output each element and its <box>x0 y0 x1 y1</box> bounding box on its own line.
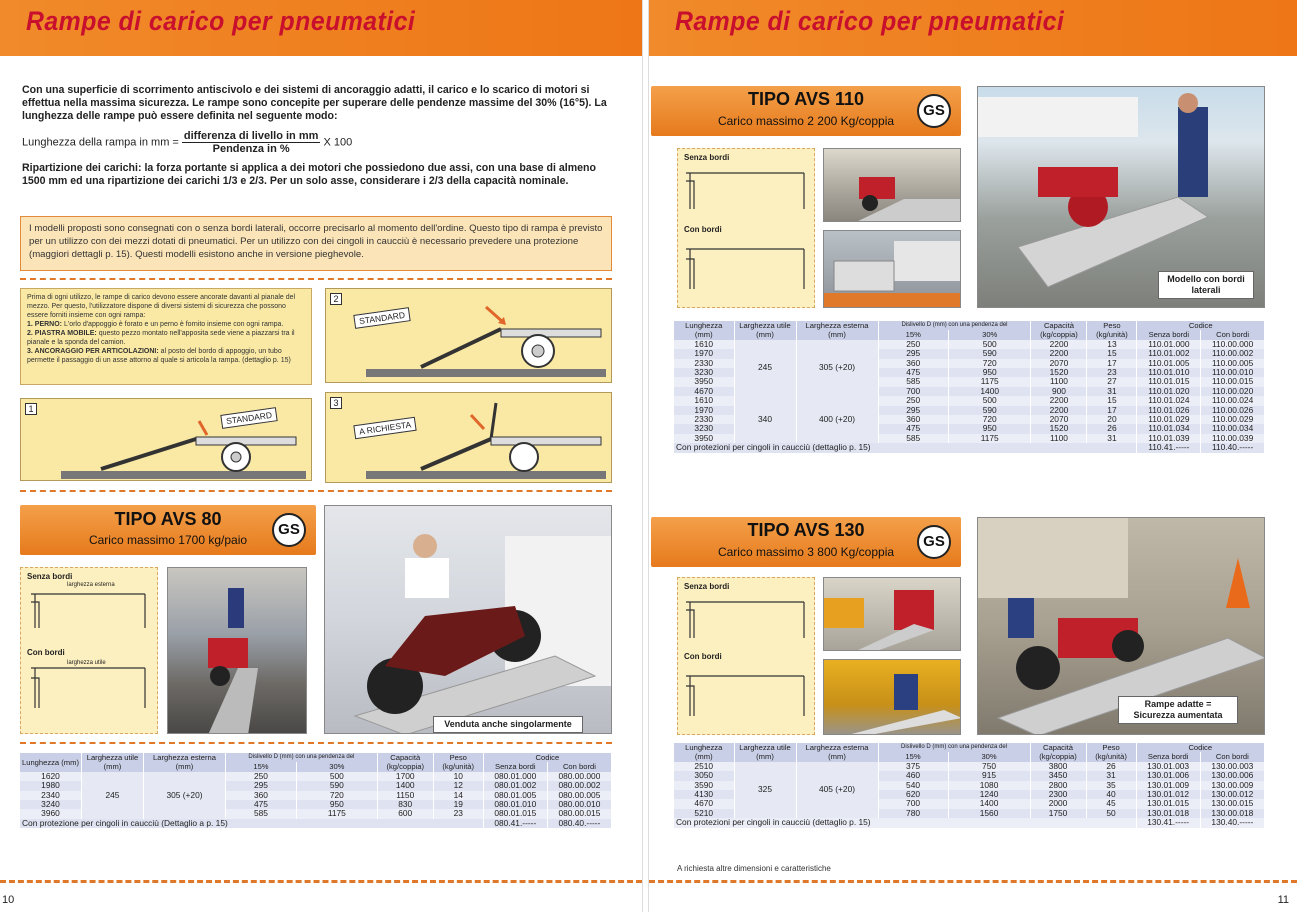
drop-15-cell: 295 <box>225 781 296 790</box>
length-cell: 3050 <box>674 771 734 780</box>
weight-cell: 23 <box>1087 368 1137 377</box>
length-cell: 4670 <box>674 387 734 396</box>
col-header: Peso (kg/unità) <box>433 753 483 772</box>
figure-tag: STANDARD <box>353 307 411 329</box>
drop-30-cell: 950 <box>296 800 377 809</box>
drop-15-cell: 250 <box>878 396 948 405</box>
left-header-bar <box>0 0 642 56</box>
col-subheader: 15% <box>878 752 948 761</box>
code-senza-cell: 110.01.039 <box>1137 434 1201 443</box>
length-cell: 1970 <box>674 406 734 415</box>
code-con-cell: 130.00.006 <box>1200 771 1264 780</box>
avs130-title: TIPO AVS 130 <box>747 520 865 540</box>
col-header: Dislivello D (mm) con una pendenza del <box>225 753 377 762</box>
weight-cell: 35 <box>1086 781 1136 790</box>
code-senza-cell: 110.01.002 <box>1137 349 1201 358</box>
right-page <box>649 0 1297 912</box>
external-width-cell: 305 (+20) <box>143 772 225 819</box>
footer-code: 080.41.----- <box>483 819 547 828</box>
col-subheader: 30% <box>948 752 1030 761</box>
capacity-cell: 900 <box>1031 387 1087 396</box>
capacity-cell: 1750 <box>1030 809 1086 818</box>
code-con-cell: 130.00.015 <box>1200 799 1264 808</box>
ramps-on-car-photo <box>823 230 961 308</box>
drop-15-cell: 540 <box>878 781 948 790</box>
length-cell: 1610 <box>674 340 734 349</box>
length-cell: 4670 <box>674 799 734 808</box>
code-senza-cell: 110.01.005 <box>1137 359 1201 368</box>
photo-caption: Rampe adatte = Sicurezza aumentata <box>1118 696 1238 724</box>
footer-code: 130.41.----- <box>1136 818 1200 827</box>
code-senza-cell: 130.01.009 <box>1136 781 1200 790</box>
code-con-cell: 110.00.024 <box>1201 396 1265 405</box>
code-senza-cell: 080.01.015 <box>483 809 547 818</box>
code-con-cell: 080.00.010 <box>547 800 611 809</box>
figure-1 <box>20 398 312 481</box>
drop-30-cell: 1560 <box>948 809 1030 818</box>
truck-ramp-photo <box>823 659 961 735</box>
tiller-ramp-photo <box>977 86 1265 308</box>
weight-cell: 31 <box>1087 434 1137 443</box>
weight-cell: 20 <box>1087 415 1137 424</box>
weight-cell: 31 <box>1087 387 1137 396</box>
col-header: Larghezza esterna (mm) <box>143 753 225 772</box>
right-header-bar <box>649 0 1297 56</box>
col-header: Peso (kg/unità) <box>1086 743 1136 762</box>
formula-denominator: Pendenza in % <box>212 143 290 155</box>
weight-cell: 26 <box>1086 762 1136 771</box>
col-header: Lunghezza (mm) <box>674 321 734 340</box>
load-distribution-text: Ripartizione dei carichi: la forza portante si applica a dei motori che possiedono due assi, con una base di almeno 1500 mm ed una ripartizione dei carichi 1/3 e 2/3. Per un solo asse, considerare i 2/3 della capacità nominale. <box>22 162 596 187</box>
col-subheader: Con bordi <box>547 762 611 771</box>
code-senza-cell: 080.01.005 <box>483 791 547 800</box>
useful-width-cell: 245 <box>734 340 796 396</box>
drop-30-cell: 500 <box>296 772 377 781</box>
weight-cell: 40 <box>1086 790 1136 799</box>
length-cell: 1610 <box>674 396 734 405</box>
code-con-cell: 130.00.003 <box>1200 762 1264 771</box>
figure-tag: A RICHIESTA <box>353 417 417 440</box>
code-con-cell: 080.00.000 <box>547 772 611 781</box>
col-header: Peso (kg/unità) <box>1087 321 1137 340</box>
drop-15-cell: 295 <box>878 349 948 358</box>
avs80-dimension-drawing <box>20 567 158 734</box>
avs110-title: TIPO AVS 110 <box>747 89 865 109</box>
avs80-table <box>20 753 612 828</box>
footer-code: 080.40.----- <box>547 819 611 828</box>
footer-code: 110.41.----- <box>1137 443 1201 452</box>
weight-cell: 15 <box>1087 349 1137 358</box>
code-con-cell: 110.00.026 <box>1201 406 1265 415</box>
avs130-table <box>674 743 1265 828</box>
table-footer-row <box>674 443 1265 452</box>
order-note-box: I modelli proposti sono consegnati con o senza bordi laterali, occorre precisarlo al momento dell'ordine. Questo tipo di rampa è previsto per un utilizzo con dei mezzi dotati di pneumatici. Per un utilizzo con dei cingoli in caucciù è necessario prevedere una protezione (maggiori dettagli p. 15). Questi modelli esistono anche in versione pieghevole. <box>20 216 612 271</box>
drop-30-cell: 720 <box>296 791 377 800</box>
drop-15-cell: 295 <box>878 406 948 415</box>
col-header: Lunghezza (mm) <box>20 753 81 772</box>
weight-cell: 14 <box>433 791 483 800</box>
capacity-cell: 830 <box>377 800 433 809</box>
col-subheader: 30% <box>296 762 377 771</box>
external-width-cell: 400 (+20) <box>796 396 878 443</box>
length-cell: 2330 <box>674 415 734 424</box>
instruction-item-2: 2. PIASTRA MOBILE: questo pezzo montato nell'apposita sede viene a piazzarsi tra il pianale e la sponda del camion. <box>27 330 295 346</box>
length-cell: 4130 <box>674 790 734 799</box>
code-senza-cell: 110.01.026 <box>1137 406 1201 415</box>
divider <box>20 490 612 492</box>
bottom-note: A richiesta altre dimensioni e caratteristiche <box>677 864 831 873</box>
capacity-cell: 2200 <box>1031 349 1087 358</box>
weight-cell: 50 <box>1086 809 1136 818</box>
col-header: Codice <box>1136 743 1264 752</box>
col-subheader: Senza bordi <box>1137 330 1201 339</box>
figure-tag: STANDARD <box>220 407 278 429</box>
col-subheader: Senza bordi <box>483 762 547 771</box>
figure-number: 1 <box>25 403 37 415</box>
code-senza-cell: 080.01.010 <box>483 800 547 809</box>
photo-caption: Modello con bordi laterali <box>1158 271 1254 299</box>
senza-bordi-label: Senza bordi <box>27 572 73 581</box>
capacity-cell: 2300 <box>1030 790 1086 799</box>
code-senza-cell: 130.01.006 <box>1136 771 1200 780</box>
footer-text: Con protezioni per cingoli in caucciù (dettaglio p. 15) <box>674 443 1137 452</box>
drop-30-cell: 1175 <box>296 809 377 818</box>
col-header: Larghezza utile (mm) <box>81 753 143 772</box>
col-header: Larghezza esterna (mm) <box>796 743 878 762</box>
capacity-cell: 2200 <box>1031 340 1087 349</box>
length-cell: 2340 <box>20 791 81 800</box>
con-bordi-label: Con bordi <box>27 648 65 657</box>
drop-15-cell: 585 <box>225 809 296 818</box>
length-cell: 3960 <box>20 809 81 818</box>
col-header: Dislivello D (mm) con una pendenza del <box>878 743 1030 752</box>
tractor-loading-photo <box>167 567 307 734</box>
length-cell: 3950 <box>674 434 734 443</box>
length-cell: 1970 <box>674 349 734 358</box>
drop-30-cell: 1175 <box>948 377 1030 386</box>
capacity-cell: 2070 <box>1031 415 1087 424</box>
code-senza-cell: 130.01.015 <box>1136 799 1200 808</box>
drop-30-cell: 590 <box>296 781 377 790</box>
col-header: Larghezza utile (mm) <box>734 321 796 340</box>
col-header: Larghezza esterna (mm) <box>796 321 878 340</box>
drop-30-cell: 1400 <box>948 387 1030 396</box>
gs-certification-icon: GS <box>917 94 951 128</box>
dim-label: larghezza utile <box>67 660 106 666</box>
drop-15-cell: 780 <box>878 809 948 818</box>
code-senza-cell: 110.01.010 <box>1137 368 1201 377</box>
capacity-cell: 1700 <box>377 772 433 781</box>
avs130-badge <box>651 517 961 567</box>
right-page-title: Rampe di carico per pneumatici <box>675 6 1065 36</box>
code-con-cell: 110.00.015 <box>1201 377 1265 386</box>
footer-dash <box>0 880 642 883</box>
anchoring-instructions <box>20 288 312 385</box>
footer-dash <box>649 880 1297 883</box>
code-senza-cell: 080.01.002 <box>483 781 547 790</box>
code-con-cell: 110.00.010 <box>1201 368 1265 377</box>
capacity-cell: 2000 <box>1030 799 1086 808</box>
col-subheader: Con bordi <box>1201 330 1265 339</box>
weight-cell: 27 <box>1087 377 1137 386</box>
external-width-cell: 405 (+20) <box>796 762 878 818</box>
weight-cell: 45 <box>1086 799 1136 808</box>
divider <box>20 278 612 280</box>
col-header: Capacità (kg/coppia) <box>1030 743 1086 762</box>
drop-30-cell: 750 <box>948 762 1030 771</box>
footer-code: 130.40.----- <box>1200 818 1264 827</box>
capacity-cell: 1100 <box>1031 377 1087 386</box>
col-header: Lunghezza (mm) <box>674 743 734 762</box>
code-con-cell: 110.00.005 <box>1201 359 1265 368</box>
figure-3 <box>325 392 612 483</box>
col-subheader: Senza bordi <box>1136 752 1200 761</box>
photo-caption: Venduta anche singolarmente <box>433 716 583 733</box>
code-con-cell: 110.00.020 <box>1201 387 1265 396</box>
drop-30-cell: 720 <box>948 359 1030 368</box>
col-header: Larghezza utile (mm) <box>734 743 796 762</box>
drop-15-cell: 460 <box>878 771 948 780</box>
length-cell: 3230 <box>674 368 734 377</box>
drop-15-cell: 700 <box>878 799 948 808</box>
capacity-cell: 1520 <box>1031 424 1087 433</box>
code-con-cell: 130.00.018 <box>1200 809 1264 818</box>
drop-30-cell: 1175 <box>948 434 1030 443</box>
gs-certification-icon: GS <box>272 513 306 547</box>
code-senza-cell: 130.01.018 <box>1136 809 1200 818</box>
page-number: 11 <box>1277 894 1289 906</box>
drop-15-cell: 700 <box>878 387 948 396</box>
code-senza-cell: 130.01.003 <box>1136 762 1200 771</box>
figure-number: 2 <box>330 293 342 305</box>
capacity-cell: 3800 <box>1030 762 1086 771</box>
capacity-cell: 2200 <box>1031 406 1087 415</box>
drop-15-cell: 620 <box>878 790 948 799</box>
code-con-cell: 110.00.002 <box>1201 349 1265 358</box>
col-header: Capacità (kg/coppia) <box>377 753 433 772</box>
avs110-badge <box>651 86 961 136</box>
gs-certification-icon: GS <box>917 525 951 559</box>
capacity-cell: 1520 <box>1031 368 1087 377</box>
length-cell: 2510 <box>674 762 734 771</box>
capacity-cell: 1400 <box>377 781 433 790</box>
length-cell: 1980 <box>20 781 81 790</box>
page-gutter <box>642 0 649 912</box>
code-senza-cell: 110.01.000 <box>1137 340 1201 349</box>
drop-15-cell: 585 <box>878 434 948 443</box>
capacity-cell: 2800 <box>1030 781 1086 790</box>
code-con-cell: 130.00.009 <box>1200 781 1264 790</box>
capacity-cell: 600 <box>377 809 433 818</box>
drop-30-cell: 1400 <box>948 799 1030 808</box>
length-cell: 2330 <box>674 359 734 368</box>
drop-15-cell: 475 <box>878 368 948 377</box>
con-bordi-label: Con bordi <box>684 652 722 661</box>
length-cell: 3230 <box>674 424 734 433</box>
figure-number: 3 <box>330 397 342 409</box>
col-subheader: Con bordi <box>1200 752 1264 761</box>
code-con-cell: 110.00.034 <box>1201 424 1265 433</box>
drop-15-cell: 250 <box>225 772 296 781</box>
weight-cell: 17 <box>1087 406 1137 415</box>
drop-15-cell: 250 <box>878 340 948 349</box>
formula-rhs: X 100 <box>323 136 353 149</box>
code-senza-cell: 110.01.020 <box>1137 387 1201 396</box>
drop-15-cell: 375 <box>878 762 948 771</box>
capacity-cell: 2070 <box>1031 359 1087 368</box>
capacity-cell: 3450 <box>1030 771 1086 780</box>
footer-code: 110.40.----- <box>1201 443 1265 452</box>
ramp-diagram <box>21 399 313 482</box>
drop-15-cell: 585 <box>878 377 948 386</box>
footer-text: Con protezioni per cingoli in caucciù (dettaglio p. 15) <box>674 818 1136 827</box>
left-page-title: Rampe di carico per pneumatici <box>26 6 416 36</box>
avs110-table <box>674 321 1265 453</box>
length-cell: 1620 <box>20 772 81 781</box>
left-page <box>0 0 642 912</box>
avs80-badge <box>20 505 316 555</box>
col-subheader: 15% <box>225 762 296 771</box>
code-senza-cell: 130.01.012 <box>1136 790 1200 799</box>
code-con-cell: 110.00.039 <box>1201 434 1265 443</box>
capacity-cell: 1150 <box>377 791 433 800</box>
avs110-subtitle: Carico massimo 2 200 Kg/coppia <box>717 114 895 128</box>
length-cell: 3240 <box>20 800 81 809</box>
drop-30-cell: 915 <box>948 771 1030 780</box>
code-senza-cell: 110.01.015 <box>1137 377 1201 386</box>
drop-15-cell: 475 <box>225 800 296 809</box>
avs110-dimension-drawing <box>677 148 815 308</box>
senza-bordi-label: Senza bordi <box>684 153 730 162</box>
avs130-subtitle: Carico massimo 3 800 Kg/coppia <box>717 545 895 559</box>
col-header: Dislivello D (mm) con una pendenza del <box>878 321 1031 330</box>
code-con-cell: 080.00.002 <box>547 781 611 790</box>
con-bordi-label: Con bordi <box>684 225 722 234</box>
weight-cell: 12 <box>433 781 483 790</box>
divider <box>20 742 612 744</box>
drop-30-cell: 590 <box>948 406 1030 415</box>
page-number: 10 <box>2 894 15 906</box>
code-senza-cell: 110.01.024 <box>1137 396 1201 405</box>
code-con-cell: 080.00.015 <box>547 809 611 818</box>
senza-bordi-label: Senza bordi <box>684 582 730 591</box>
ramp-diagram <box>326 289 613 384</box>
col-subheader: 30% <box>948 330 1030 339</box>
length-cell: 3950 <box>674 377 734 386</box>
drop-30-cell: 590 <box>948 349 1030 358</box>
weight-cell: 26 <box>1087 424 1137 433</box>
useful-width-cell: 340 <box>734 396 796 443</box>
formula-numerator: differenza di livello in mm <box>183 130 319 142</box>
drop-15-cell: 360 <box>878 415 948 424</box>
instruction-item-3: 3. ANCORAGGIO PER ARTICOLAZIONI: al posto del bordo di appoggio, un tubo permette il passaggio di un asse attorno al quale si articola la rampa. (dettaglio p. 15) <box>27 348 291 364</box>
formula-lhs: Lunghezza della rampa in mm = <box>22 136 179 149</box>
useful-width-cell: 325 <box>734 762 796 818</box>
ramp-diagram <box>326 393 613 484</box>
drop-30-cell: 500 <box>948 396 1030 405</box>
table-footer-row <box>20 819 612 828</box>
avs130-dimension-drawing <box>677 577 815 735</box>
weight-cell: 13 <box>1087 340 1137 349</box>
motorcycle-ramp-photo <box>324 505 612 734</box>
drop-30-cell: 1080 <box>948 781 1030 790</box>
ramp-length-formula <box>22 130 352 155</box>
drop-15-cell: 475 <box>878 424 948 433</box>
drop-15-cell: 360 <box>878 359 948 368</box>
external-width-cell: 305 (+20) <box>796 340 878 396</box>
avs80-title: TIPO AVS 80 <box>114 509 222 529</box>
weight-cell: 17 <box>1087 359 1137 368</box>
length-cell: 3590 <box>674 781 734 790</box>
footer-text: Con protezione per cingoli in caucciù (Dettaglio a p. 15) <box>20 819 483 828</box>
code-con-cell: 110.00.000 <box>1201 340 1265 349</box>
code-senza-cell: 080.01.000 <box>483 772 547 781</box>
code-senza-cell: 110.01.029 <box>1137 415 1201 424</box>
forklift-photo <box>823 577 961 651</box>
code-con-cell: 110.00.029 <box>1201 415 1265 424</box>
col-header: Capacità (kg/coppia) <box>1031 321 1087 340</box>
drop-15-cell: 360 <box>225 791 296 800</box>
weight-cell: 10 <box>433 772 483 781</box>
col-subheader: 15% <box>878 330 948 339</box>
length-cell: 5210 <box>674 809 734 818</box>
col-header: Codice <box>1137 321 1265 330</box>
drop-30-cell: 720 <box>948 415 1030 424</box>
instructions-lead: Prima di ogni utilizzo, le rampe di carico devono essere ancorate davanti al pianale del mezzo. Per questo, l'utilizzatore dispone di diversi sistemi di sicurezza che possono essere forniti insieme con ogni rampa: <box>27 294 296 319</box>
drop-30-cell: 1240 <box>948 790 1030 799</box>
drop-30-cell: 500 <box>948 340 1030 349</box>
weight-cell: 23 <box>433 809 483 818</box>
capacity-cell: 2200 <box>1031 396 1087 405</box>
mower-on-trailer-photo <box>823 148 961 222</box>
weight-cell: 19 <box>433 800 483 809</box>
useful-width-cell: 245 <box>81 772 143 819</box>
drop-30-cell: 950 <box>948 368 1030 377</box>
figure-2 <box>325 288 612 383</box>
drop-30-cell: 950 <box>948 424 1030 433</box>
intro-paragraph: Con una superficie di scorrimento antiscivolo e dei sistemi di ancoraggio adatti, il carico e lo scarico di motori si effettua nella massima sicurezza. Le rampe sono concepite per superare delle pendenze massime del 30% (16°5). La lunghezza delle rampe può essere definita nel seguente modo: <box>22 84 607 122</box>
instruction-item-1: 1. PERNO: L'orlo d'appoggio è forato e un perno è fornito insieme con ogni rampa. <box>27 321 284 328</box>
tractor-ramp-photo <box>977 517 1265 735</box>
code-senza-cell: 110.01.034 <box>1137 424 1201 433</box>
dim-label: larghezza esterna <box>67 582 115 588</box>
col-header: Codice <box>483 753 611 762</box>
weight-cell: 15 <box>1087 396 1137 405</box>
capacity-cell: 1100 <box>1031 434 1087 443</box>
code-con-cell: 080.00.005 <box>547 791 611 800</box>
table-footer-row <box>674 818 1265 827</box>
weight-cell: 31 <box>1086 771 1136 780</box>
code-con-cell: 130.00.012 <box>1200 790 1264 799</box>
avs80-subtitle: Carico massimo 1700 kg/paio <box>88 533 248 547</box>
